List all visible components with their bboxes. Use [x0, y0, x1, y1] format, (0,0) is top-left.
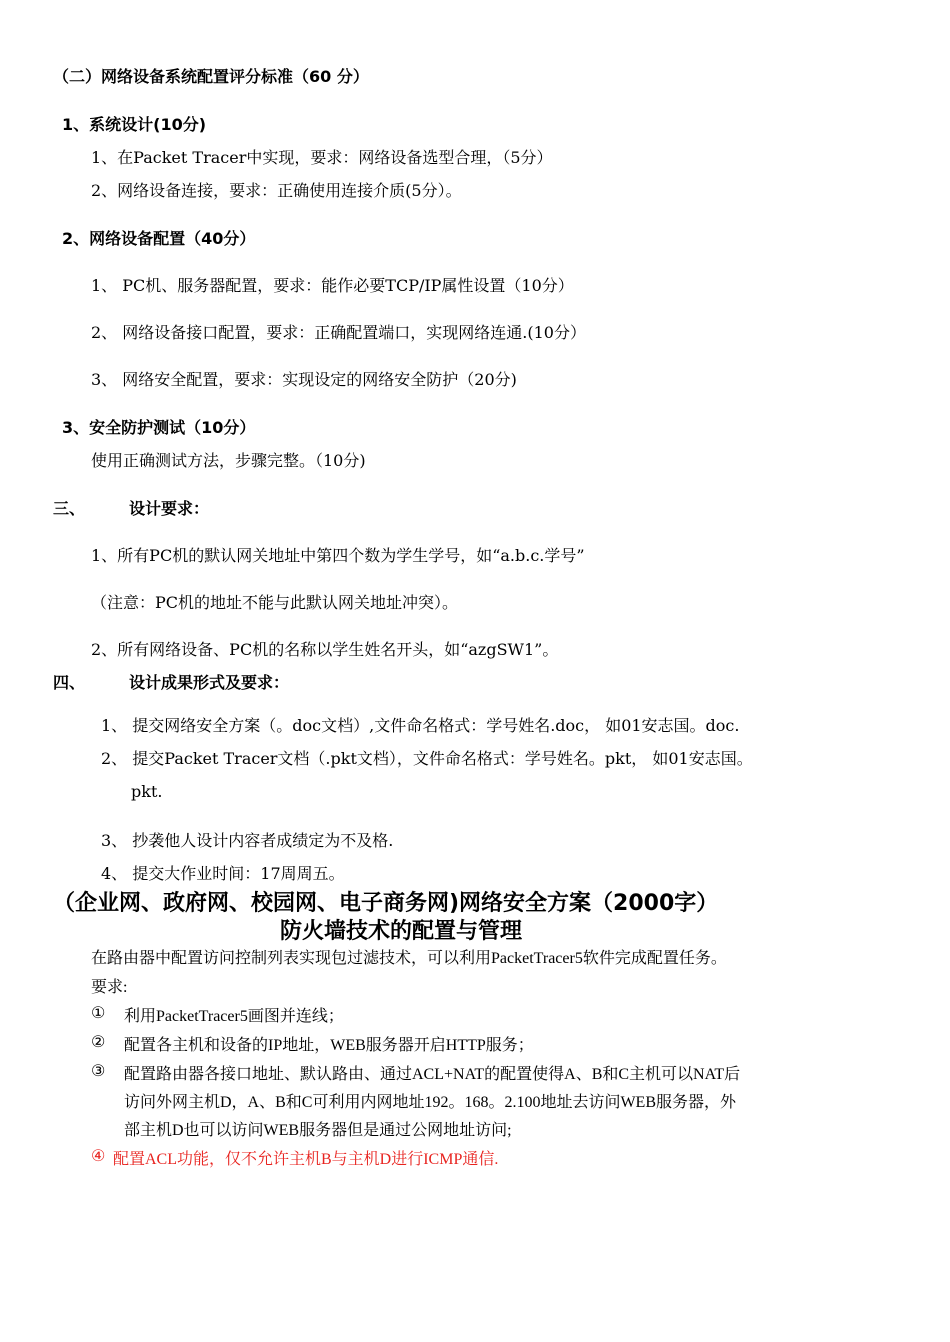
- project-subtitle: 防火墙技术的配置与管理: [280, 919, 523, 944]
- requirement-text: 配置路由器各接口地址、默认路由、通过ACL+NAT的配置使得A、B和C主机可以NAT后: [124, 1066, 741, 1083]
- requirement-text: 访问外网主机D，A、B和C可利用内网地址192。168。2.100地址去访问WEB服务器，外: [124, 1094, 737, 1111]
- requirement-text: 配置各主机和设备的IP地址，WEB服务器开启HTTP服务；: [124, 1037, 534, 1054]
- requirement-text: 部主机D也可以访问WEB服务器但是通过公网地址访问;: [124, 1122, 512, 1139]
- requirement-marker: ①: [91, 1005, 106, 1022]
- requirement-marker: ③: [91, 1063, 106, 1080]
- requirement-marker: ④: [91, 1148, 106, 1165]
- project-intro: 在路由器中配置访问控制列表实现包过滤技术，可以利用PacketTracer5软件完成配置任务。: [91, 950, 727, 967]
- list-item: 1、在Packet Tracer中实现，要求：网络设备选型合理，（5分）: [91, 148, 553, 167]
- part-heading-system-design: 1、系统设计(10分): [62, 115, 207, 134]
- section-heading-scoring: （二）网络设备系统配置评分标准（60 分）: [53, 67, 369, 86]
- list-item: 3、 网络安全配置，要求：实现设定的网络安全防护（20分): [91, 370, 517, 389]
- section-number: 三、: [53, 499, 86, 518]
- project-title: （企业网、政府网、校园网、电子商务网)网络安全方案（2000字）: [53, 891, 719, 916]
- requirement-marker: ②: [91, 1034, 106, 1051]
- list-item: 2、网络设备连接，要求：正确使用连接介质(5分）。: [91, 181, 462, 200]
- list-item: 2、 提交Packet Tracer文档（.pkt文档），文件命名格式：学号姓名。pkt， 如01安志国。: [101, 749, 753, 768]
- list-item: 1、 提交网络安全方案（。doc文档）,文件命名格式：学号姓名.doc， 如01安志国。doc.: [101, 716, 740, 735]
- list-item: 1、 PC机、服务器配置，要求：能作必要TCP/IP属性设置（10分）: [91, 276, 574, 295]
- list-item: 1、所有PC机的默认网关地址中第四个数为学生学号，如“a.b.c.学号”: [91, 546, 585, 565]
- section-heading-design-requirements: 设计要求：: [129, 499, 210, 518]
- list-item: 使用正确测试方法，步骤完整。（10分): [91, 451, 366, 470]
- list-item: （注意：PC机的地址不能与此默认网关地址冲突）。: [91, 593, 459, 612]
- requirements-label: 要求:: [91, 979, 128, 996]
- list-item: 4、 提交大作业时间：17周周五。: [101, 864, 345, 883]
- list-item-continuation: pkt.: [131, 782, 163, 801]
- section-heading-deliverables: 设计成果形式及要求：: [129, 673, 290, 692]
- requirement-text-highlight: 配置ACL功能，仅不允许主机B与主机D进行ICMP通信.: [113, 1151, 499, 1168]
- requirement-text: 利用PacketTracer5画图并连线；: [124, 1008, 344, 1025]
- section-number: 四、: [53, 673, 86, 692]
- part-heading-security-test: 3、安全防护测试（10分）: [62, 418, 256, 437]
- part-heading-device-config: 2、网络设备配置（40分）: [62, 229, 256, 248]
- list-item: 2、所有网络设备、PC机的名称以学生姓名开头，如“azgSW1”。: [91, 640, 559, 659]
- list-item: 2、 网络设备接口配置，要求：正确配置端口，实现网络连通.(10分）: [91, 323, 586, 342]
- list-item: 3、 抄袭他人设计内容者成绩定为不及格.: [101, 831, 394, 850]
